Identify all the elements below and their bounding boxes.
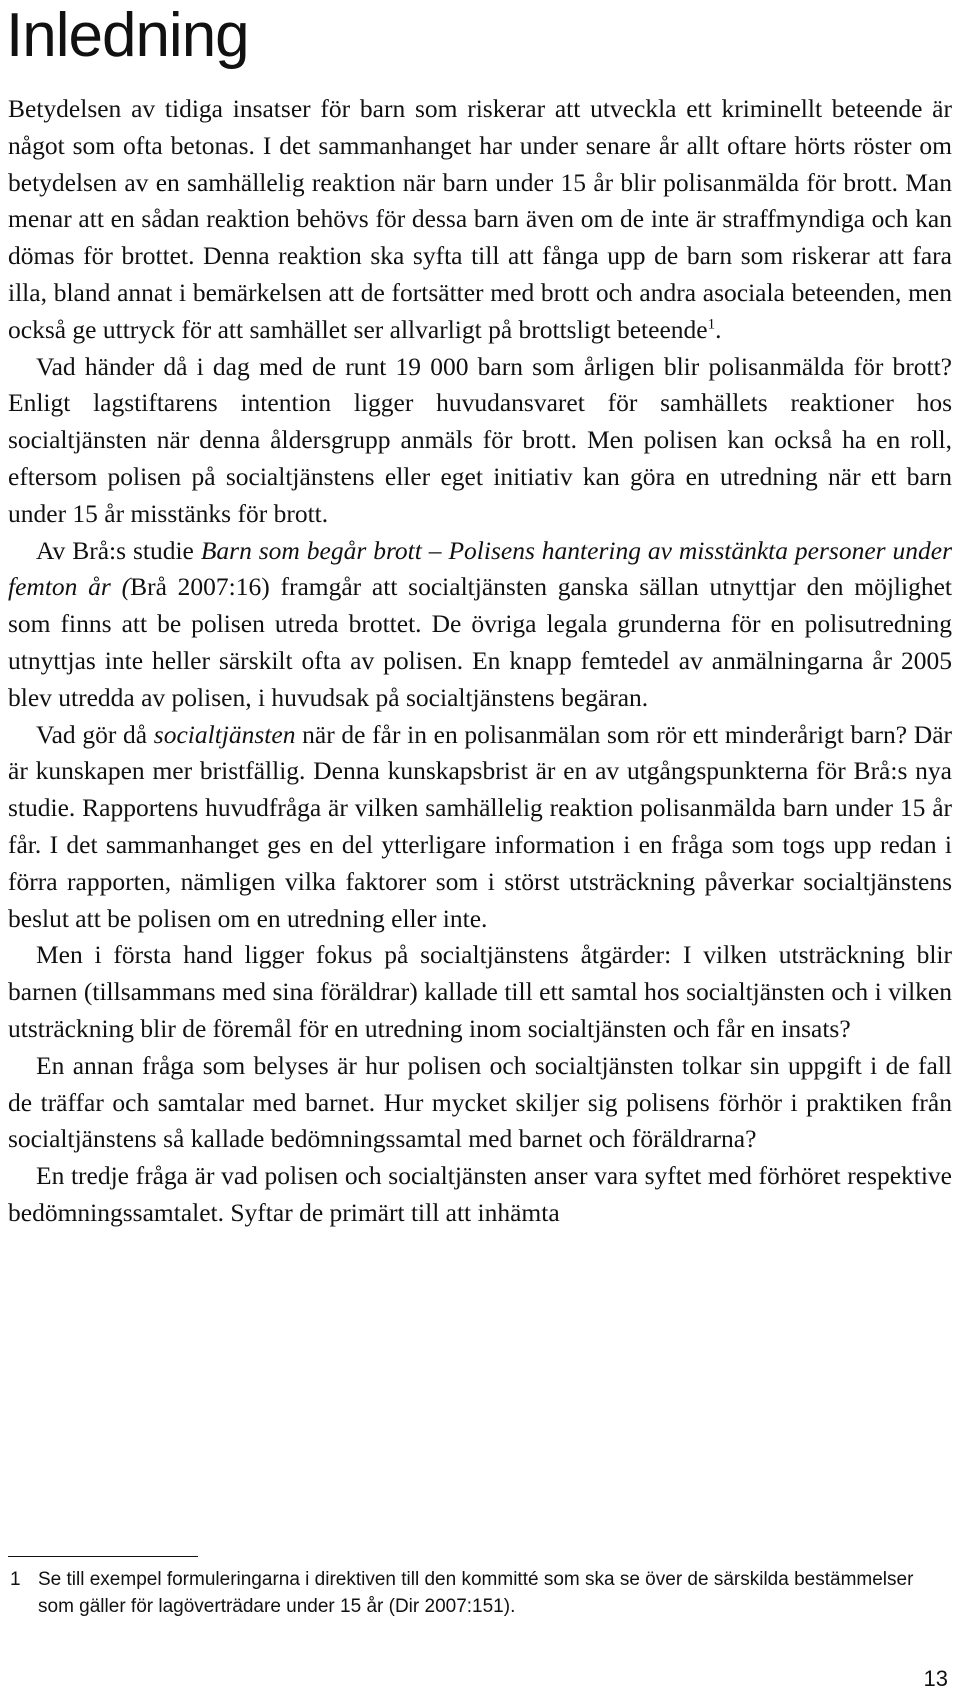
paragraph-text: Men i första hand ligger fokus på socialtjänstens åtgärder: I vilken utsträckning blir barnen (tillsammans med sina föräldrar) kallade till ett samtal hos socialtjänsten och i vilken utsträckning blir de föremål för en utredning inom socialtjänsten och får en insats? [8,940,952,1043]
page-number: 13 [923,1666,948,1691]
emphasis-italic: socialtjänsten [153,719,296,749]
paragraph-text: Av Brå:s studie [36,535,201,565]
paragraph-text: Betydelsen av tidiga insatser för barn som riskerar att utveckla ett kriminellt beteende är något som ofta betonas. I det sammanhanget har under senare år allt oftare hörts röster om betydelsen av en samhällelig reaktion när barn under 15 år blir polisanmälda för brott. Man menar att en sådan reaktion behövs för dessa barn även om de inte är straffmyndiga och kan dömas för brottet. Denna reaktion ska syfta till att fånga upp de barn som riskerar att fara illa, bland annat i bemärkelsen att de fortsätter med brott och andra asociala beteenden, men också ge uttryck för att samhället ser allvarligt på brottsligt beteende [8,94,952,344]
paragraph [8,533,952,717]
body-text [8,91,952,1232]
paragraph-text: Brå 2007:16) framgår att socialtjänsten ganska sällan utnyttjar den möjlighet som finns att be polisen utreda brottet. De övriga legala grunderna för en polisutredning utnyttjas inte heller särskilt ofta av polisen. En knapp femtedel av anmälningarna år 2005 blev utredda av polisen, i huvudsak på socialtjänstens begäran. [8,572,952,712]
footnote-text: Se till exempel formuleringarna i direktiven till den kommitté som ska se över de särskilda bestämmelser som gäller för lagöverträdare under 15 år (Dir 2007:151). [38,1569,914,1617]
report-title-italic: Barn som begår brott – Polisens hantering av misstänkta personer under femton år ( [8,535,952,602]
chapter-heading: Inledning [6,1,249,70]
paragraph [8,1048,952,1158]
paragraph [8,1158,952,1232]
paragraph [8,717,952,938]
paragraph [8,91,952,349]
footnote-number: 1 [10,1569,21,1590]
paragraph-text: En annan fråga som belyses är hur polisen och socialtjänsten tolkar sin uppgift i de fall de träffar och samtalar med barnet. Hur mycket skiljer sig polisens förhör i praktiken från socialtjänstens så kallade bedömningssamtal med barnet och föräldrarna? [8,1050,952,1154]
paragraph-text: En tredje fråga är vad polisen och socialtjänsten anser vara syftet med förhöret respektive bedömningssamtalet. Syftar de primärt till att inhämta [8,1161,952,1227]
paragraph-text: när de får in en polisanmälan som rör ett minderårigt barn? Där är kunskapen mer bristfällig. Denna kunskapsbrist är en av utgångspunkterna för Brå:s nya studie. Rapportens huvudfråga är vilken samhällelig reaktion polisanmälda barn under 15 år får. I det sammanhanget ges en del ytterligare information i en fråga som togs upp redan i förra rapporten, nämligen vilka faktorer som i störst utsträckning påverkar socialtjänstens beslut att be polisen om en utredning eller inte. [8,719,953,933]
paragraph-text: Vad händer då i dag med de runt 19 000 barn som årligen blir polisanmälda för brott? Enligt lagstiftarens intention ligger huvudansvaret för samhällets reaktioner hos socialtjänsten när denna åldersgrupp anmäls för brott. Men polisen kan också ha en roll, eftersom polisen på socialtjänstens eller eget initiativ kan göra en utredning när ett barn under 15 år misstänks för brott. [8,351,952,528]
paragraph-text: Vad gör då [36,719,154,749]
paragraph-text: . [715,314,722,344]
paragraph [8,349,952,533]
paragraph [8,937,952,1047]
footnote-divider [8,1556,198,1557]
footnote-reference[interactable]: 1 [707,316,716,333]
